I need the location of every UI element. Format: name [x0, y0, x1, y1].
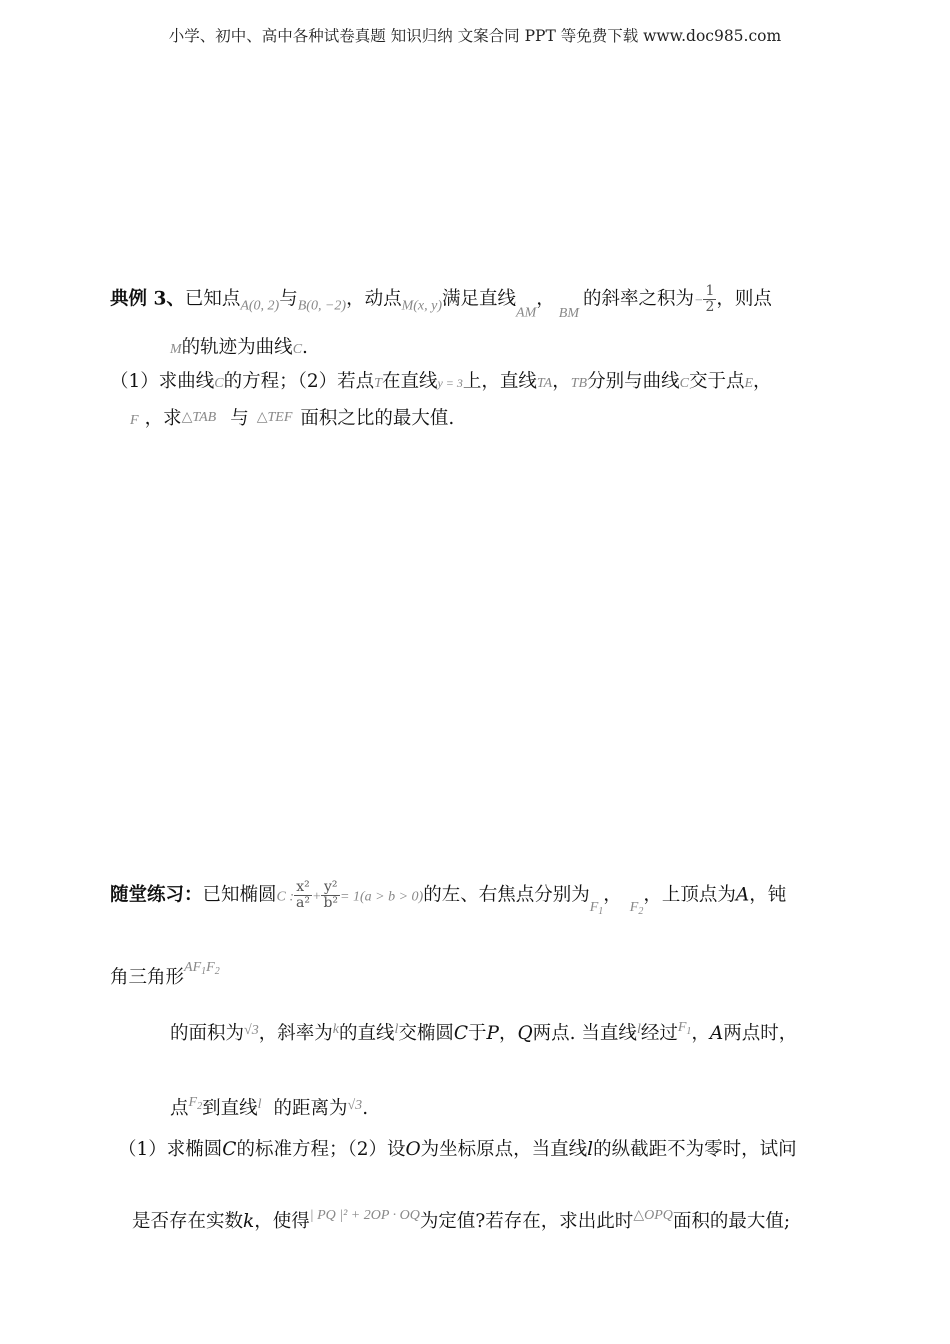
math-l: l [394, 1022, 399, 1037]
math-triangle-tab: △TAB [181, 410, 217, 425]
text: ， [753, 371, 772, 392]
fraction-y2-b2 [321, 880, 340, 911]
text: 于 [468, 1023, 487, 1044]
text: 两点. 当直线 [532, 1023, 637, 1044]
text: 是否存在实数 [132, 1211, 244, 1232]
math-triangle-tef: △TEF [256, 410, 293, 425]
text: ，求 [144, 408, 182, 429]
text: 的轨迹为曲线 [181, 337, 293, 358]
text: 点 [170, 1098, 189, 1119]
math-f2 [189, 1095, 203, 1110]
text: （1）求椭圆 [118, 1139, 223, 1160]
fraction-denominator: a² [296, 895, 310, 911]
text: k [243, 1211, 255, 1232]
text: 的距离为 [273, 1098, 348, 1119]
practice-line-1 [110, 880, 786, 925]
math-f1 [590, 900, 604, 915]
math-f2 [630, 900, 644, 915]
text: 面积的最大值; [672, 1211, 791, 1232]
fraction-x2-a2 [294, 880, 312, 911]
text: 交椭圆 [398, 1023, 454, 1044]
text: ， [536, 288, 555, 310]
subscript: 1 [598, 905, 604, 917]
text: ， [498, 1023, 518, 1044]
text: 满足直线 [442, 288, 517, 310]
text: . [362, 1098, 369, 1119]
subscript: 2 [214, 966, 220, 977]
math-ellipse-condition: = 1(a > b > 0) [340, 889, 424, 905]
text: A [735, 884, 750, 906]
practice-line-3 [170, 1015, 797, 1047]
subscript: 1 [686, 1026, 692, 1037]
text: （1）求曲线 [110, 371, 215, 392]
practice-line-5 [118, 1137, 797, 1163]
ex3-line-1 [110, 284, 772, 327]
math-k: k [332, 1022, 339, 1037]
fraction-denominator: 2 [705, 299, 715, 315]
math-c: C [214, 376, 224, 391]
math-point-a: A(0, 2) [240, 298, 280, 314]
text: 的面积为 [170, 1023, 245, 1044]
math-e: E [744, 376, 754, 391]
math-sqrt3: √3 [244, 1023, 259, 1038]
fraction-numerator: x² [294, 880, 312, 896]
math-point-b: B(0, −2) [297, 298, 347, 314]
text: O [405, 1139, 421, 1160]
text: 的标准方程；（2）设 [236, 1139, 406, 1160]
text: ，动点 [346, 288, 402, 310]
text: 与 [279, 288, 298, 310]
math-y-eq-3: y = 3 [437, 376, 463, 390]
text: 的直线 [338, 1023, 395, 1044]
math-expression: | PQ |² + 2OP · OQ [309, 1208, 420, 1223]
math-m: M [170, 342, 182, 357]
math-ta: TA [536, 376, 553, 391]
text: 交于点 [688, 371, 745, 392]
text: ，钝 [749, 884, 787, 906]
text: F [206, 960, 215, 975]
practice-label: 随堂练习： [110, 884, 203, 906]
text: 的斜率之积为 [582, 288, 694, 310]
math-l: l [636, 1022, 641, 1037]
math-l: l [257, 1097, 262, 1112]
math-neg: − [694, 293, 704, 309]
text: ，使得 [254, 1211, 310, 1232]
math-line-bm: BM [558, 305, 579, 321]
text: 分别与曲线 [587, 371, 680, 392]
fraction-denominator: b² [323, 895, 339, 911]
text: 的左、右焦点分别为 [423, 884, 590, 906]
text: ， [552, 371, 571, 392]
fraction-numerator: 1 [705, 283, 715, 299]
ex3-line-2 [170, 335, 308, 363]
math-line-am: AM [516, 305, 537, 321]
text: 与 [230, 408, 249, 429]
text: 角三角形 [110, 967, 185, 988]
text: 到直线 [202, 1098, 258, 1119]
ex3-line-4 [130, 405, 454, 434]
subscript: 2 [197, 1101, 203, 1112]
math-c: C : [276, 889, 295, 905]
practice-line-6 [132, 1203, 790, 1235]
text: 经过 [640, 1023, 678, 1044]
text: 已知椭圆 [202, 884, 277, 906]
text: Q [517, 1023, 533, 1044]
text: F [589, 899, 599, 915]
subscript: 1 [201, 966, 207, 977]
text: F [677, 1020, 687, 1035]
text: . [302, 337, 308, 358]
practice-line-4 [170, 1090, 368, 1122]
fraction-one-half [703, 284, 716, 315]
ex3-label: 典例 3、 [110, 288, 185, 310]
text: 面积之比的最大值. [300, 408, 455, 429]
ex3-line-3 [110, 369, 772, 397]
text: ， [691, 1023, 710, 1044]
text: ，斜率为 [258, 1023, 333, 1044]
math-af1f2 [184, 960, 220, 975]
text: 已知点 [184, 288, 241, 310]
text: 的方程；（2）若点 [223, 371, 375, 392]
text: A [709, 1023, 724, 1044]
math-f1 [678, 1020, 692, 1035]
text: 上，直线 [462, 371, 537, 392]
fraction-numerator: y² [321, 880, 340, 896]
text: 为定值?若存在，求出此时 [419, 1211, 634, 1232]
math-sqrt3: √3 [347, 1098, 363, 1113]
math-f: F [130, 413, 139, 428]
page-header: 小学、初中、高中各种试卷真题 知识归纳 文案合同 PPT 等免费下载 www.doc985.com [168, 27, 782, 45]
text: 为坐标原点，当直线 [420, 1139, 588, 1160]
text: 在直线 [381, 371, 438, 392]
math-c: C [679, 376, 689, 391]
math-point-m: M(x, y) [401, 298, 443, 314]
math-t: T [374, 376, 382, 391]
text: l [587, 1139, 594, 1160]
text: F [629, 899, 639, 915]
text: C [222, 1139, 237, 1160]
math-tb: TB [570, 376, 588, 391]
math-plus: + [312, 889, 322, 905]
subscript: 2 [638, 905, 644, 917]
text: C [453, 1023, 469, 1044]
text: AF [184, 960, 202, 975]
text: ， [603, 884, 622, 906]
text: ，上顶点为 [643, 884, 736, 906]
text: P [486, 1023, 499, 1044]
math-triangle-opq: △OPQ [633, 1208, 673, 1223]
text: ，则点 [716, 288, 772, 310]
text: 的纵截距不为零时，试问 [593, 1139, 797, 1160]
text: F [188, 1095, 198, 1110]
math-c: C [292, 342, 303, 357]
text: 两点时， [723, 1023, 798, 1044]
practice-line-2 [110, 955, 220, 991]
